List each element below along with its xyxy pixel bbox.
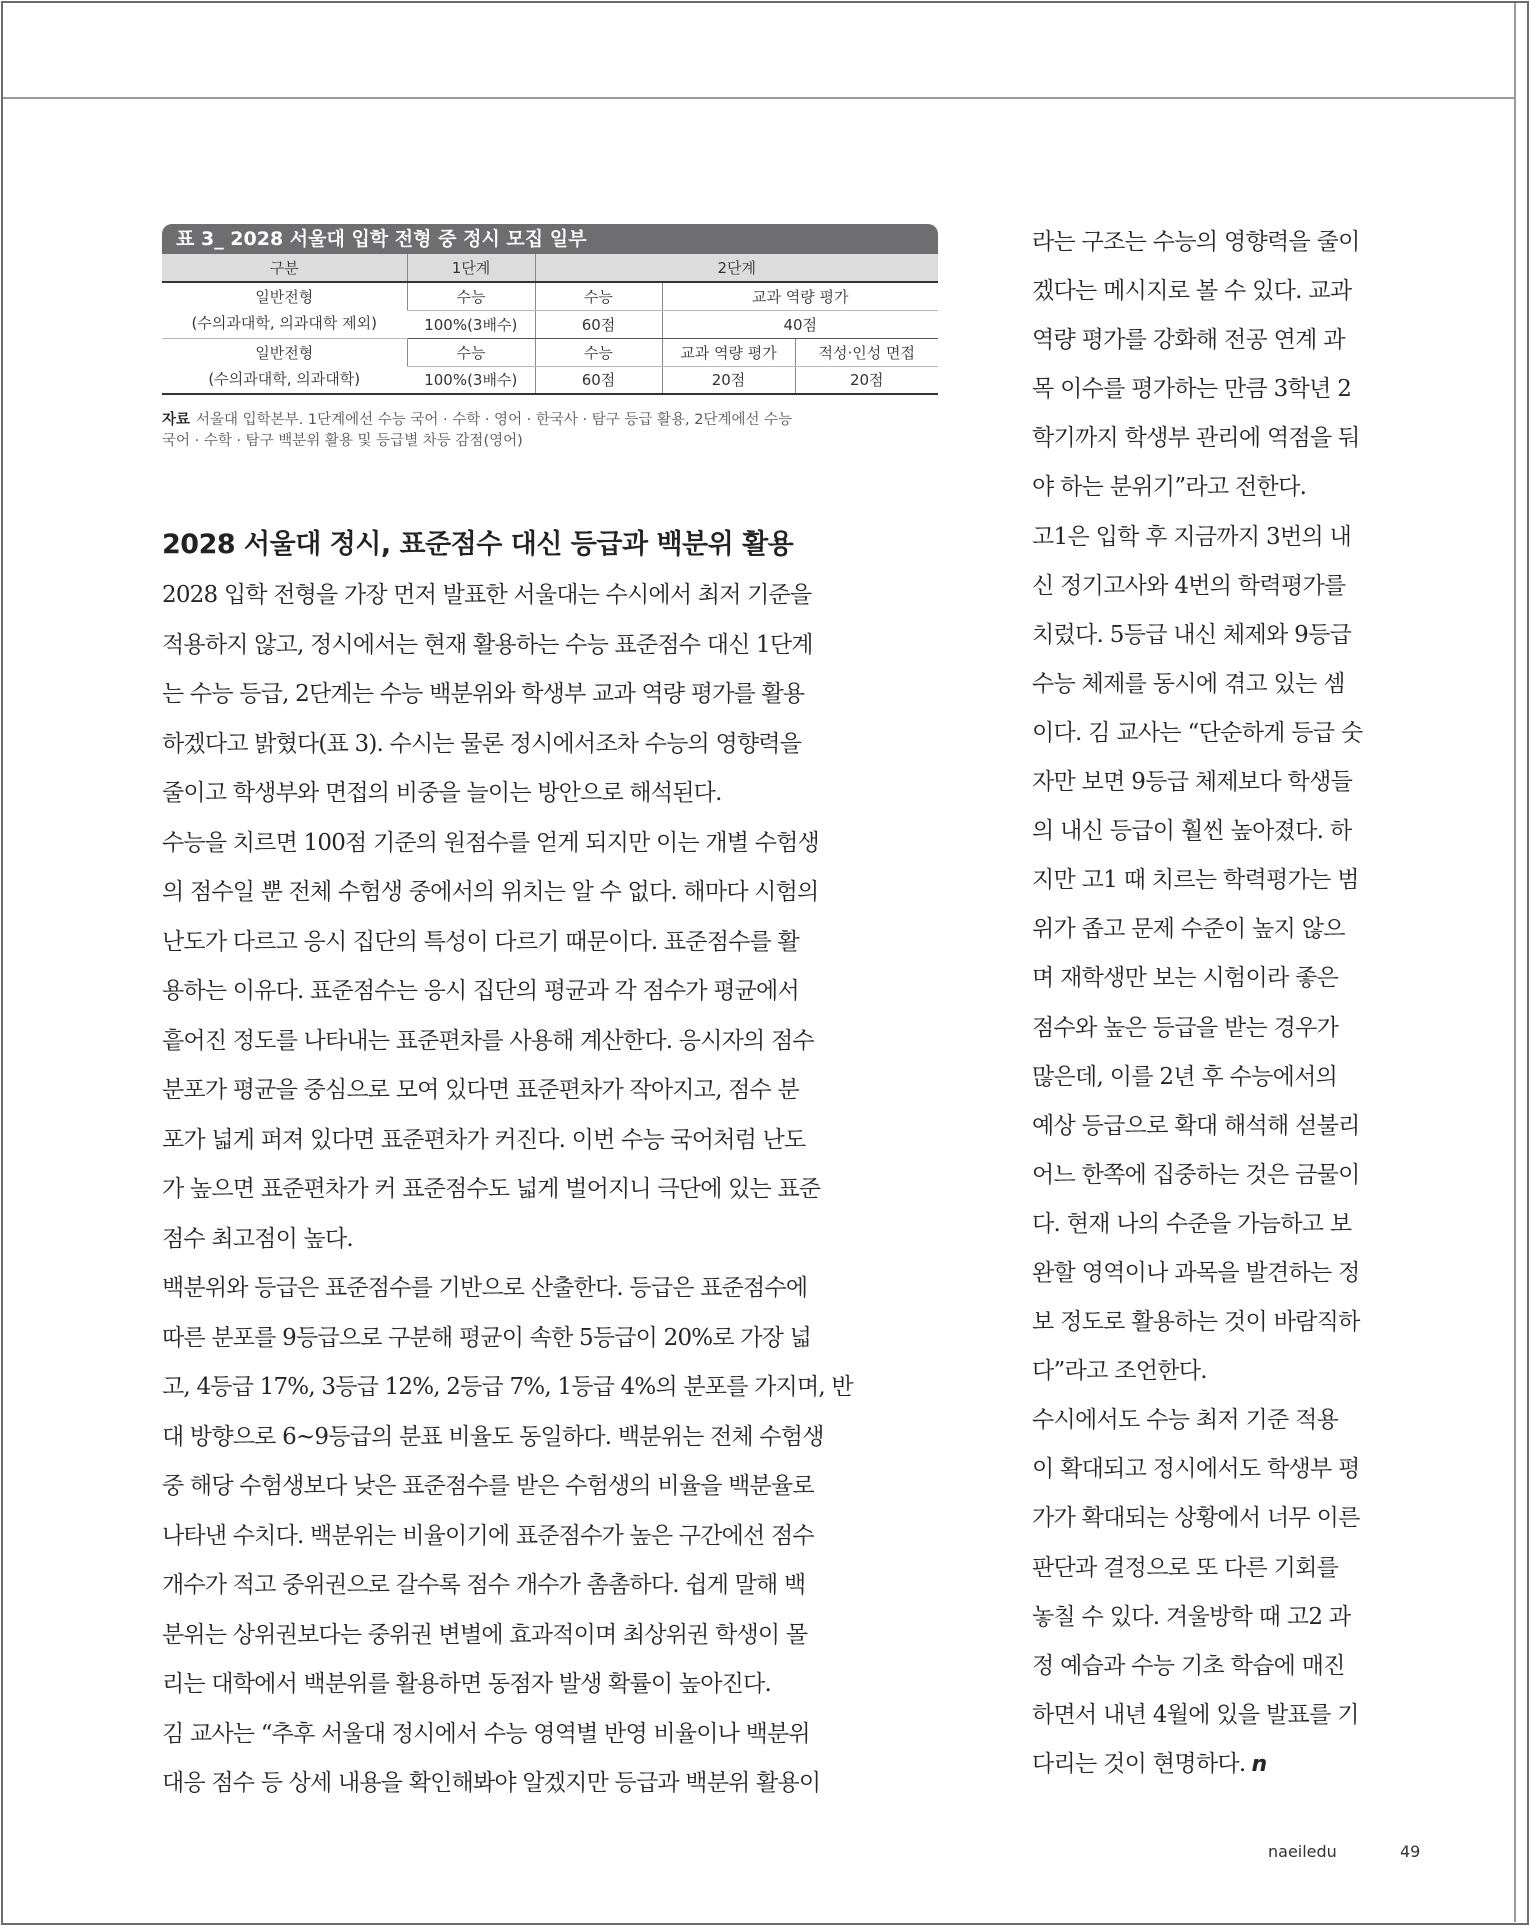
table-cell: 수능 (535, 338, 662, 366)
admission-table (162, 224, 938, 395)
line-text: 다”라고 조언한다. (1032, 1358, 1207, 1385)
line-text: 2028 입학 전형을 가장 먼저 발표한 서울대는 수시에서 최저 기준을 (162, 582, 812, 608)
text-line (162, 1660, 938, 1710)
line-text: 판단과 결정으로 또 다른 기회를 (1032, 1554, 1339, 1581)
text-line (162, 1116, 938, 1166)
text-line (1032, 1053, 1422, 1102)
text-line (1032, 1642, 1422, 1691)
magazine-name: naeiledu (1268, 1842, 1337, 1861)
text-line (1032, 316, 1422, 365)
line-text: 나타낸 수치다. 백분위는 비율이기에 표준점수가 높은 구간에선 점수 (162, 1522, 814, 1549)
header-category: 구분 (162, 254, 407, 282)
table-cell: 40점 (662, 310, 938, 338)
text-line (162, 1314, 938, 1364)
text-line (1032, 1740, 1422, 1789)
text-line (1032, 513, 1422, 562)
text-line (1032, 1691, 1422, 1740)
text-line (162, 1512, 938, 1562)
text-line (1032, 1151, 1422, 1200)
row-label-line1: 일반전형 (255, 288, 314, 307)
line-text: 다리는 것이 현명하다. (1032, 1750, 1246, 1777)
line-text: 치렀다. 5등급 내신 체제와 9등급 (1032, 621, 1352, 648)
text-line (162, 1264, 938, 1314)
table-header-row (162, 254, 938, 282)
row-label-line2: (수의과대학, 의과대학 제외) (191, 314, 377, 333)
line-text: 의 점수일 뿐 전체 수험생 중에서의 위치는 알 수 없다. 해마다 시험의 (162, 879, 819, 905)
text-line (1032, 1544, 1422, 1593)
line-text: 학기까지 학생부 관리에 역점을 둬 (1032, 425, 1360, 452)
line-text: 수능을 치르면 100점 기준의 원점수를 얻게 되지만 이는 개별 수험생 (162, 829, 819, 856)
text-line (1032, 1298, 1422, 1347)
text-line (1032, 1494, 1422, 1543)
text-line (162, 720, 938, 770)
source-line (162, 410, 882, 431)
line-text: 이다. 김 교사는 “단순하게 등급 숫 (1032, 719, 1363, 746)
table-cell: 100%(3배수) (407, 310, 535, 338)
line-text: 며 재학생만 보는 시험이라 좋은 (1032, 965, 1339, 992)
table-cell: 수능 (407, 338, 535, 366)
line-text: 점수 최고점이 높다. (162, 1225, 353, 1252)
text-line (1032, 1249, 1422, 1298)
line-text: 위가 좁고 문제 수준이 높지 않으 (1032, 916, 1345, 943)
line-text: 가 높으면 표준편차가 커 표준점수도 넓게 벌어지니 극단에 있는 표준 (162, 1176, 821, 1202)
table-cell: 20점 (662, 366, 795, 394)
text-line (1032, 365, 1422, 414)
text-line (162, 621, 938, 671)
line-text: 분위는 상위권보다는 중위권 변별에 효과적이며 최상위권 학생이 몰 (162, 1621, 808, 1648)
text-line (162, 1710, 938, 1760)
text-line (162, 769, 938, 819)
table-cell: 적성·인성 면접 (795, 338, 938, 366)
text-line (1032, 1347, 1422, 1396)
line-text: 수능 체제를 동시에 겪고 있는 셈 (1032, 670, 1345, 697)
text-line (162, 1759, 938, 1809)
line-text: 다. 현재 나의 수준을 가늠하고 보 (1032, 1210, 1352, 1237)
line-text: 고, 4등급 17%, 3등급 12%, 2등급 7%, 1등급 4%의 분포를 가지며, 반 (162, 1374, 853, 1400)
table-row (162, 282, 938, 310)
text-line (1032, 562, 1422, 611)
table-cell: 교과 역량 평가 (662, 282, 938, 310)
line-text: 줄이고 학생부와 면접의 비중을 늘이는 방안으로 해석된다. (162, 780, 722, 806)
source-line: 국어 · 수학 · 탐구 백분위 활용 및 등급별 차등 감점(영어) (162, 433, 523, 449)
table-row (162, 338, 938, 366)
line-text: 라는 구조는 수능의 영향력을 줄이 (1032, 229, 1360, 255)
text-line (162, 1561, 938, 1611)
source-text: 서울대 입학본부. 1단계에선 수능 국어 · 수학 · 영어 · 한국사 · 탐구 등급 활용, 2단계에선 수능 (196, 412, 793, 428)
fold-rule (1514, 3, 1516, 1922)
text-line (162, 918, 938, 968)
line-text: 완할 영역이나 과목을 발견하는 정 (1032, 1259, 1360, 1286)
line-text: 김 교사는 “추후 서울대 정시에서 수능 영역별 반영 비율이나 백분위 (162, 1720, 810, 1747)
line-text: 겠다는 메시지로 볼 수 있다. 교과 (1032, 278, 1352, 305)
text-line (1032, 414, 1422, 463)
header-stage2: 2단계 (535, 254, 938, 282)
line-text: 이 확대되고 정시에서도 학생부 평 (1032, 1456, 1360, 1483)
text-line (1032, 1445, 1422, 1494)
line-text: 목 이수를 평가하는 만큼 3학년 2 (1032, 376, 1352, 403)
text-line (162, 1165, 938, 1215)
line-text: 대 방향으로 6~9등급의 분표 비율도 동일하다. 백분위는 전체 수험생 (162, 1423, 824, 1450)
text-line (162, 967, 938, 1017)
text-line (162, 1363, 938, 1413)
text-line (1032, 856, 1422, 905)
line-text: 야 하는 분위기”라고 전한다. (1032, 474, 1307, 501)
row-label-line1: 일반전형 (255, 343, 314, 362)
text-line (162, 670, 938, 720)
line-text: 따른 분포를 9등급으로 구분해 평균이 속한 5등급이 20%로 가장 넓 (162, 1324, 812, 1351)
text-line (1032, 758, 1422, 807)
line-text: 난도가 다르고 응시 집단의 특성이 다르기 때문이다. 표준점수를 활 (162, 928, 799, 955)
header-rule (3, 97, 1515, 99)
text-line (1032, 905, 1422, 954)
line-text: 어느 한쪽에 집중하는 것은 금물이 (1032, 1161, 1360, 1188)
line-text: 적용하지 않고, 정시에서는 현재 활용하는 수능 표준점수 대신 1단계 (162, 631, 813, 658)
text-line (162, 1611, 938, 1661)
table-body (162, 254, 938, 395)
text-line (162, 819, 938, 869)
table-title: 표 3_ 2028 서울대 입학 전형 중 정시 모집 일부 (162, 224, 938, 254)
line-text: 개수가 적고 중위권으로 갈수록 점수 개수가 촘촘하다. 쉽게 말해 백 (162, 1572, 806, 1598)
text-line (162, 1066, 938, 1116)
line-text: 예상 등급으로 확대 해석해 섣불리 (1032, 1112, 1360, 1139)
line-text: 흩어진 정도를 나타내는 표준편차를 사용해 계산한다. 응시자의 점수 (162, 1027, 814, 1054)
table-cell: 교과 역량 평가 (662, 338, 795, 366)
text-line (1032, 1102, 1422, 1151)
left-column (162, 571, 938, 1809)
line-text: 보 정도로 활용하는 것이 바람직하 (1032, 1309, 1360, 1336)
text-line (1032, 218, 1422, 267)
line-text: 중 해당 수험생보다 낮은 표준점수를 받은 수험생의 비율을 백분율로 (162, 1473, 814, 1499)
text-line (162, 1413, 938, 1463)
line-text: 고1은 입학 후 지금까지 3번의 내 (1032, 523, 1352, 550)
row-label (162, 338, 407, 394)
page-number: 49 (1400, 1842, 1421, 1861)
line-text: 용하는 이유다. 표준점수는 응시 집단의 평균과 각 점수가 평균에서 (162, 978, 799, 1004)
line-text: 포가 넓게 퍼져 있다면 표준편차가 커진다. 이번 수능 국어처럼 난도 (162, 1126, 806, 1153)
table-cell: 100%(3배수) (407, 366, 535, 394)
text-line (1032, 1200, 1422, 1249)
text-line (1032, 709, 1422, 758)
line-text: 대응 점수 등 상세 내용을 확인해봐야 알겠지만 등급과 백분위 활용이 (162, 1770, 821, 1796)
text-line (1032, 611, 1422, 660)
line-text: 의 내신 등급이 훨씬 높아졌다. 하 (1032, 818, 1352, 845)
text-line (1032, 1004, 1422, 1053)
text-line (1032, 954, 1422, 1003)
line-text: 신 정기고사와 4번의 학력평가를 (1032, 572, 1346, 599)
line-text: 역량 평가를 강화해 전공 연계 과 (1032, 327, 1345, 354)
table-cell: 60점 (535, 310, 662, 338)
line-text: 놓칠 수 있다. 겨울방학 때 고2 과 (1032, 1603, 1351, 1630)
text-line (162, 1017, 938, 1067)
text-line (162, 571, 938, 621)
row-label (162, 282, 407, 338)
text-line (1032, 463, 1422, 512)
table-cell: 20점 (795, 366, 938, 394)
header-stage1: 1단계 (407, 254, 535, 282)
table-source-note (162, 410, 882, 452)
line-text: 자만 보면 9등급 체제보다 학생들 (1032, 769, 1353, 796)
table-cell: 60점 (535, 366, 662, 394)
right-column (1032, 218, 1422, 1789)
text-line (162, 1462, 938, 1512)
source-label: 자료 (162, 412, 191, 428)
line-text: 가가 확대되는 상황에서 너무 이른 (1032, 1505, 1360, 1532)
table-cell: 수능 (535, 282, 662, 310)
line-text: 하면서 내년 4월에 있을 발표를 기 (1032, 1701, 1359, 1728)
line-text: 점수와 높은 등급을 받는 경우가 (1032, 1014, 1339, 1041)
line-text: 수시에서도 수능 최저 기준 적용 (1032, 1407, 1339, 1434)
line-text: 하겠다고 밝혔다(표 3). 수시는 물론 정시에서조차 수능의 영향력을 (162, 730, 802, 757)
line-text: 는 수능 등급, 2단계는 수능 백분위와 학생부 교과 역량 평가를 활용 (162, 681, 805, 707)
text-line (162, 1215, 938, 1265)
line-text: 백분위와 등급은 표준점수를 기반으로 산출한다. 등급은 표준점수에 (162, 1275, 808, 1301)
section-heading: 2028 서울대 정시, 표준점수 대신 등급과 백분위 활용 (162, 529, 794, 560)
text-line (1032, 267, 1422, 316)
text-line (162, 868, 938, 918)
end-mark-icon: n (1251, 1751, 1267, 1777)
text-line (1032, 1396, 1422, 1445)
line-text: 리는 대학에서 백분위를 활용하면 동점자 발생 확률이 높아진다. (162, 1671, 771, 1697)
line-text: 많은데, 이를 2년 후 수능에서의 (1032, 1063, 1338, 1090)
text-line (1032, 660, 1422, 709)
line-text: 지만 고1 때 치르는 학력평가는 범 (1032, 867, 1359, 894)
table-cell: 수능 (407, 282, 535, 310)
text-line (1032, 807, 1422, 856)
text-line (1032, 1593, 1422, 1642)
line-text: 분포가 평균을 중심으로 모여 있다면 표준편차가 작아지고, 점수 분 (162, 1077, 799, 1103)
line-text: 정 예습과 수능 기초 학습에 매진 (1032, 1652, 1345, 1679)
row-label-line2: (수의과대학, 의과대학) (208, 369, 361, 388)
